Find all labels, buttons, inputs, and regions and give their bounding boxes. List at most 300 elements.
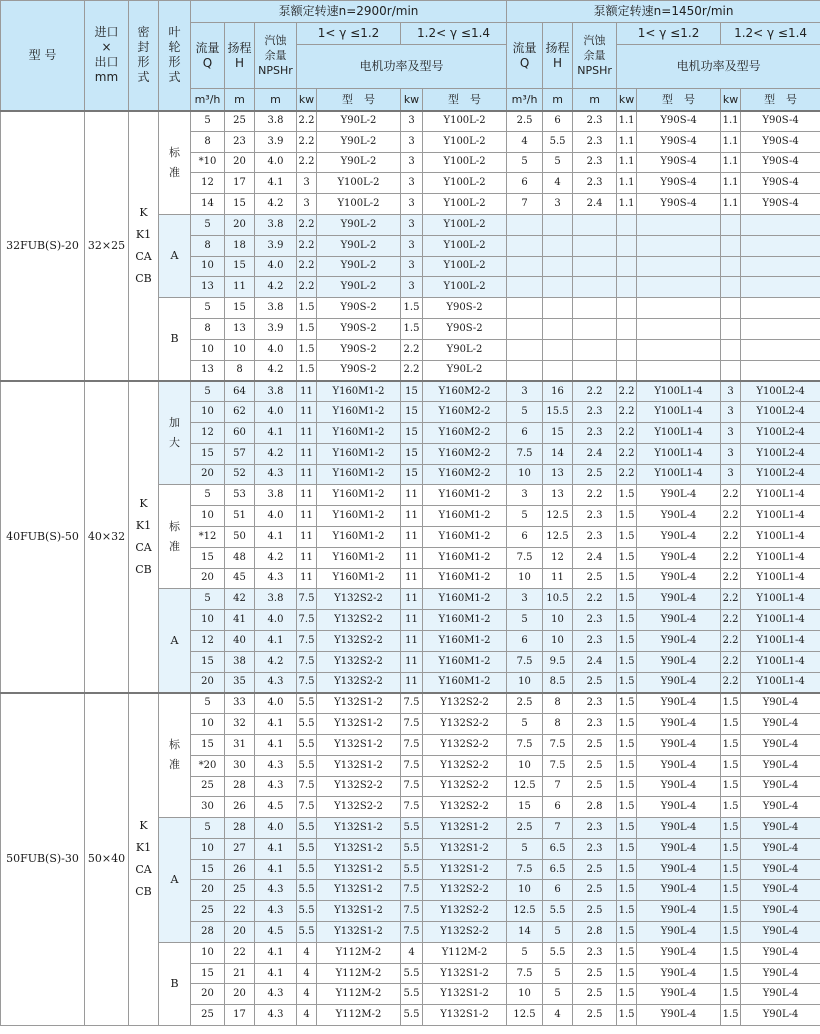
data-cell: Y132S2-2 — [317, 589, 401, 610]
data-cell — [721, 360, 741, 381]
data-cell: 2.2 — [721, 630, 741, 651]
data-cell: Y90S-4 — [637, 152, 721, 173]
header-range1-1450: 1< γ ≤1.2 — [617, 23, 721, 45]
data-cell: Y90S-2 — [423, 298, 507, 319]
data-cell: 5 — [507, 152, 543, 173]
data-cell: Y90L-2 — [317, 214, 401, 235]
data-cell: 1.5 — [721, 838, 741, 859]
data-cell: Y90L-4 — [637, 776, 721, 797]
data-cell: 1.5 — [297, 318, 317, 339]
data-cell: Y100L2-4 — [741, 464, 820, 485]
data-cell: 3 — [401, 277, 423, 298]
data-cell: 3.9 — [255, 318, 297, 339]
unit-flow-1450: m³/h — [507, 89, 543, 111]
data-cell: 5 — [191, 298, 225, 319]
data-cell: 35 — [225, 672, 255, 693]
data-cell: 4.3 — [255, 901, 297, 922]
data-cell: 51 — [225, 506, 255, 527]
data-cell: 26 — [225, 859, 255, 880]
data-cell: 4.0 — [255, 339, 297, 360]
data-cell: Y100L1-4 — [637, 443, 721, 464]
data-cell: 7.5 — [507, 651, 543, 672]
data-cell: Y112M-2 — [317, 984, 401, 1005]
data-cell: 2.4 — [573, 194, 617, 215]
data-cell: Y90S-2 — [317, 360, 401, 381]
data-cell: Y90L-2 — [317, 277, 401, 298]
data-cell — [507, 235, 543, 256]
header-range2-2900: 1.2< γ ≤1.4 — [401, 23, 507, 45]
data-cell: Y90L-4 — [637, 818, 721, 839]
data-cell: 14 — [191, 194, 225, 215]
data-cell: Y90L-4 — [637, 714, 721, 735]
table-row — [1, 693, 820, 714]
data-cell: Y90L-4 — [741, 984, 820, 1005]
data-cell: 3 — [401, 173, 423, 194]
data-cell: Y90L-4 — [637, 526, 721, 547]
data-cell: 4.2 — [255, 277, 297, 298]
data-cell: 7.5 — [401, 797, 423, 818]
data-cell: 4.0 — [255, 256, 297, 277]
data-cell: Y100L2-4 — [741, 443, 820, 464]
data-cell: 10 — [191, 942, 225, 963]
data-cell: 4.5 — [255, 797, 297, 818]
data-cell: 1.5 — [721, 797, 741, 818]
data-cell: 2.3 — [573, 942, 617, 963]
data-cell: 53 — [225, 485, 255, 506]
data-cell: 1.5 — [617, 755, 637, 776]
data-cell: Y90L-4 — [741, 693, 820, 714]
header-head-2900: 扬程 H — [225, 23, 255, 89]
data-cell: Y160M1-2 — [423, 672, 507, 693]
data-cell: Y90L-4 — [741, 818, 820, 839]
data-cell: 1.5 — [721, 942, 741, 963]
data-cell: 2.5 — [573, 568, 617, 589]
data-cell: 2.2 — [617, 464, 637, 485]
data-cell: *12 — [191, 526, 225, 547]
data-cell: 64 — [225, 381, 255, 402]
data-cell: 8.5 — [543, 672, 573, 693]
data-cell: 12.5 — [507, 776, 543, 797]
data-cell: 3.9 — [255, 131, 297, 152]
inlet-outlet-cell: 32×25 — [85, 111, 129, 381]
data-cell — [573, 214, 617, 235]
data-cell: Y90L-2 — [317, 131, 401, 152]
data-cell — [741, 298, 820, 319]
data-cell: 1.5 — [721, 901, 741, 922]
data-cell: Y100L-2 — [423, 194, 507, 215]
data-cell: Y90L-4 — [741, 714, 820, 735]
data-cell: 5.5 — [401, 838, 423, 859]
data-cell: 15 — [191, 859, 225, 880]
unit-model-1450-r2: 型 号 — [741, 89, 820, 111]
data-cell: Y90L-4 — [741, 734, 820, 755]
data-cell — [543, 235, 573, 256]
data-cell: Y112M-2 — [423, 942, 507, 963]
data-cell: 11 — [401, 526, 423, 547]
data-cell: Y160M2-2 — [423, 443, 507, 464]
data-cell: 4.3 — [255, 984, 297, 1005]
data-cell: 1.5 — [617, 776, 637, 797]
data-cell: 10 — [507, 880, 543, 901]
data-cell: Y90L-4 — [637, 630, 721, 651]
data-cell: 2.3 — [573, 152, 617, 173]
data-cell: 1.5 — [721, 984, 741, 1005]
data-cell: 1.5 — [617, 547, 637, 568]
data-cell: 1.5 — [617, 714, 637, 735]
data-cell — [617, 298, 637, 319]
data-cell: 2.2 — [297, 277, 317, 298]
data-cell: 7.5 — [401, 693, 423, 714]
data-cell: Y90L-2 — [423, 360, 507, 381]
impeller-type-cell: A — [159, 589, 191, 693]
data-cell: Y90S-4 — [741, 194, 820, 215]
data-cell: Y132S1-2 — [317, 755, 401, 776]
data-cell: 5.5 — [297, 693, 317, 714]
data-cell: 5 — [543, 963, 573, 984]
data-cell: 4.3 — [255, 464, 297, 485]
data-cell: 4.2 — [255, 360, 297, 381]
data-cell: 25 — [225, 880, 255, 901]
data-cell: 6.5 — [543, 859, 573, 880]
data-cell: 5 — [543, 152, 573, 173]
data-cell: *10 — [191, 152, 225, 173]
unit-model-2900-r1: 型 号 — [317, 89, 401, 111]
data-cell: 11 — [401, 568, 423, 589]
data-cell — [721, 214, 741, 235]
seal-type-cell: K K1 CA CB — [129, 693, 159, 1026]
data-cell: 3 — [507, 485, 543, 506]
data-cell: 1.5 — [721, 1005, 741, 1026]
data-cell: 14 — [543, 443, 573, 464]
header-range2-1450: 1.2< γ ≤1.4 — [721, 23, 820, 45]
data-cell — [637, 235, 721, 256]
data-cell: 18 — [225, 235, 255, 256]
data-cell: Y132S2-2 — [423, 901, 507, 922]
data-cell: Y90L-2 — [317, 111, 401, 132]
data-cell: 7.5 — [297, 651, 317, 672]
data-cell: Y90L-4 — [741, 755, 820, 776]
data-cell: 7.5 — [507, 734, 543, 755]
data-cell: 7.5 — [297, 610, 317, 631]
data-cell: 1.5 — [617, 506, 637, 527]
data-cell: 5 — [507, 942, 543, 963]
data-cell: 11 — [297, 526, 317, 547]
data-cell: 1.1 — [617, 194, 637, 215]
data-cell: 1.5 — [297, 339, 317, 360]
data-cell: 2.2 — [721, 672, 741, 693]
data-cell: 15 — [191, 651, 225, 672]
data-cell: 10 — [507, 568, 543, 589]
data-cell: Y100L1-4 — [741, 506, 820, 527]
data-cell: Y90L-4 — [741, 838, 820, 859]
data-cell: 1.5 — [617, 963, 637, 984]
data-cell — [543, 277, 573, 298]
data-cell: Y90L-4 — [637, 922, 721, 943]
data-cell: 25 — [191, 1005, 225, 1026]
data-cell: Y90L-4 — [637, 859, 721, 880]
data-cell: 4.3 — [255, 672, 297, 693]
data-cell: 11 — [543, 568, 573, 589]
data-cell: 2.8 — [573, 797, 617, 818]
data-cell: 4.0 — [255, 402, 297, 423]
unit-model-2900-r2: 型 号 — [423, 89, 507, 111]
data-cell: 7 — [543, 818, 573, 839]
unit-head-2900: m — [225, 89, 255, 111]
data-cell: 9.5 — [543, 651, 573, 672]
data-cell — [617, 277, 637, 298]
data-cell: Y100L1-4 — [741, 547, 820, 568]
data-cell: 4.2 — [255, 194, 297, 215]
data-cell — [741, 339, 820, 360]
data-cell: Y132S1-2 — [317, 859, 401, 880]
data-cell: 1.1 — [617, 152, 637, 173]
data-cell: 4.1 — [255, 422, 297, 443]
data-cell: 12.5 — [507, 901, 543, 922]
data-cell — [721, 318, 741, 339]
data-cell: 26 — [225, 797, 255, 818]
data-cell: 2.3 — [573, 111, 617, 132]
data-cell: 15 — [507, 797, 543, 818]
data-cell: 2.2 — [297, 131, 317, 152]
data-cell: 20 — [225, 152, 255, 173]
data-cell: 2.3 — [573, 526, 617, 547]
data-cell: Y100L-2 — [423, 256, 507, 277]
data-cell: 6 — [543, 880, 573, 901]
data-cell: 11 — [401, 672, 423, 693]
impeller-type-cell: A — [159, 818, 191, 943]
data-cell: 1.5 — [617, 942, 637, 963]
data-cell: 4.1 — [255, 942, 297, 963]
data-cell — [741, 360, 820, 381]
data-cell: 4 — [543, 173, 573, 194]
header-motor-1450: 电机功率及型号 — [617, 45, 820, 89]
data-cell: 7.5 — [507, 547, 543, 568]
unit-head-1450: m — [543, 89, 573, 111]
data-cell: Y90L-4 — [637, 693, 721, 714]
data-cell: Y160M1-2 — [317, 547, 401, 568]
data-cell: 1.5 — [617, 734, 637, 755]
data-cell: 20 — [225, 984, 255, 1005]
data-cell: 15 — [225, 256, 255, 277]
data-cell: Y90S-4 — [637, 111, 721, 132]
data-cell — [741, 214, 820, 235]
data-cell: 5.5 — [297, 901, 317, 922]
data-cell: 5 — [507, 402, 543, 423]
data-cell: 11 — [401, 630, 423, 651]
data-cell: 3 — [401, 152, 423, 173]
data-cell: 10 — [543, 630, 573, 651]
data-cell: 3 — [721, 443, 741, 464]
data-cell: 4.1 — [255, 714, 297, 735]
data-cell: 22 — [225, 901, 255, 922]
data-cell: 28 — [225, 776, 255, 797]
data-cell: 1.1 — [721, 131, 741, 152]
data-cell: 45 — [225, 568, 255, 589]
unit-kw-2900-r1: kw — [297, 89, 317, 111]
data-cell: 7 — [507, 194, 543, 215]
data-cell: 2.5 — [573, 755, 617, 776]
data-cell — [543, 256, 573, 277]
data-cell: 57 — [225, 443, 255, 464]
data-cell: Y100L1-4 — [741, 672, 820, 693]
data-cell — [617, 256, 637, 277]
data-cell: 1.1 — [617, 131, 637, 152]
data-cell — [507, 256, 543, 277]
model-cell: 50FUB(S)-30 — [1, 693, 85, 1026]
data-cell: Y90L-4 — [637, 568, 721, 589]
data-cell: 62 — [225, 402, 255, 423]
unit-model-1450-r1: 型 号 — [637, 89, 721, 111]
data-cell: 41 — [225, 610, 255, 631]
data-cell: Y132S2-2 — [317, 610, 401, 631]
data-cell: 12.5 — [543, 506, 573, 527]
data-cell: 2.3 — [573, 131, 617, 152]
unit-kw-1450-r2: kw — [721, 89, 741, 111]
data-cell: 8 — [225, 360, 255, 381]
data-cell — [721, 277, 741, 298]
seal-type-cell: K K1 CA CB — [129, 381, 159, 693]
data-cell: 11 — [297, 506, 317, 527]
data-cell — [507, 318, 543, 339]
data-cell: Y132S2-2 — [423, 797, 507, 818]
data-cell: 1.5 — [721, 734, 741, 755]
data-cell: 4.0 — [255, 152, 297, 173]
data-cell: Y100L1-4 — [741, 568, 820, 589]
data-cell: 4.0 — [255, 693, 297, 714]
data-cell: Y90S-4 — [741, 131, 820, 152]
data-cell — [543, 214, 573, 235]
data-cell: 1.5 — [297, 298, 317, 319]
data-cell: Y90S-2 — [317, 298, 401, 319]
unit-flow-2900: m³/h — [191, 89, 225, 111]
data-cell: 16 — [543, 381, 573, 402]
data-cell: 1.1 — [721, 194, 741, 215]
data-cell: 7.5 — [507, 443, 543, 464]
data-cell: 15.5 — [543, 402, 573, 423]
data-cell — [721, 235, 741, 256]
data-cell: Y100L1-4 — [637, 422, 721, 443]
data-cell: 3 — [721, 381, 741, 402]
data-cell: 2.5 — [573, 901, 617, 922]
data-cell: 2.3 — [573, 630, 617, 651]
data-cell: 1.5 — [401, 318, 423, 339]
data-cell: 28 — [191, 922, 225, 943]
header-speed-2900: 泵额定转速n=2900r/min — [191, 1, 507, 23]
data-cell: 2.8 — [573, 922, 617, 943]
data-cell: 11 — [297, 443, 317, 464]
data-cell: 2.5 — [573, 464, 617, 485]
data-cell: 1.5 — [617, 797, 637, 818]
data-cell: 1.5 — [617, 1005, 637, 1026]
data-cell: Y132S2-2 — [423, 755, 507, 776]
data-cell: Y160M1-2 — [317, 381, 401, 402]
data-cell: Y132S2-2 — [423, 714, 507, 735]
data-cell: 4 — [297, 942, 317, 963]
data-cell: *20 — [191, 755, 225, 776]
data-cell: 1.5 — [617, 693, 637, 714]
data-cell: 20 — [191, 880, 225, 901]
data-cell: 3 — [401, 214, 423, 235]
data-cell: 2.5 — [507, 693, 543, 714]
data-cell: Y132S2-2 — [317, 651, 401, 672]
data-cell — [721, 298, 741, 319]
data-cell: 5.5 — [297, 714, 317, 735]
data-cell: 7.5 — [543, 755, 573, 776]
data-cell: 30 — [225, 755, 255, 776]
data-cell: 6 — [507, 173, 543, 194]
data-cell: 1.5 — [721, 755, 741, 776]
data-cell — [543, 318, 573, 339]
data-cell: 23 — [225, 131, 255, 152]
data-cell — [637, 214, 721, 235]
data-cell: Y90L-4 — [637, 942, 721, 963]
data-cell: Y90L-4 — [637, 901, 721, 922]
data-cell: 7.5 — [401, 776, 423, 797]
data-cell: Y132S1-2 — [317, 818, 401, 839]
data-cell: Y160M1-2 — [423, 485, 507, 506]
data-cell: 11 — [297, 402, 317, 423]
data-cell: 4.2 — [255, 651, 297, 672]
data-cell: 5 — [507, 506, 543, 527]
header-model: 型 号 — [1, 1, 85, 111]
data-cell: 2.2 — [297, 214, 317, 235]
data-cell: 3.8 — [255, 485, 297, 506]
data-cell: Y90S-4 — [741, 152, 820, 173]
data-cell: 2.2 — [297, 152, 317, 173]
data-cell: Y90L-2 — [317, 152, 401, 173]
data-cell — [507, 214, 543, 235]
data-cell: Y100L-2 — [317, 194, 401, 215]
data-cell: Y160M2-2 — [423, 381, 507, 402]
header-speed-1450: 泵额定转速n=1450r/min — [507, 1, 820, 23]
data-cell — [507, 298, 543, 319]
data-cell: Y132S1-2 — [423, 963, 507, 984]
header-impeller-type: 叶 轮 形 式 — [159, 1, 191, 111]
data-cell: 3 — [401, 256, 423, 277]
data-cell: Y132S1-2 — [423, 818, 507, 839]
data-cell: 2.2 — [721, 651, 741, 672]
data-cell: 7.5 — [297, 776, 317, 797]
data-cell: 2.5 — [573, 984, 617, 1005]
data-cell — [573, 277, 617, 298]
data-cell: 4 — [507, 131, 543, 152]
data-cell: 2.2 — [617, 422, 637, 443]
data-cell: 5 — [507, 610, 543, 631]
data-cell — [637, 277, 721, 298]
data-cell: 13 — [543, 464, 573, 485]
data-cell: Y112M-2 — [317, 963, 401, 984]
data-cell: 6 — [507, 630, 543, 651]
data-cell: 4.0 — [255, 610, 297, 631]
data-cell: 5.5 — [543, 131, 573, 152]
data-cell — [741, 235, 820, 256]
data-cell: Y90L-4 — [637, 547, 721, 568]
data-cell — [573, 318, 617, 339]
data-cell — [573, 256, 617, 277]
impeller-type-cell: 标 准 — [159, 693, 191, 818]
data-cell: Y90L-4 — [637, 506, 721, 527]
data-cell: 1.5 — [617, 526, 637, 547]
data-cell: 3 — [507, 381, 543, 402]
model-cell: 32FUB(S)-20 — [1, 111, 85, 381]
data-cell: 3 — [401, 111, 423, 132]
data-cell — [543, 360, 573, 381]
data-cell: 1.5 — [617, 859, 637, 880]
data-cell: Y100L-2 — [317, 173, 401, 194]
data-cell: 4 — [297, 963, 317, 984]
data-cell: 20 — [191, 672, 225, 693]
data-cell: 15 — [191, 963, 225, 984]
